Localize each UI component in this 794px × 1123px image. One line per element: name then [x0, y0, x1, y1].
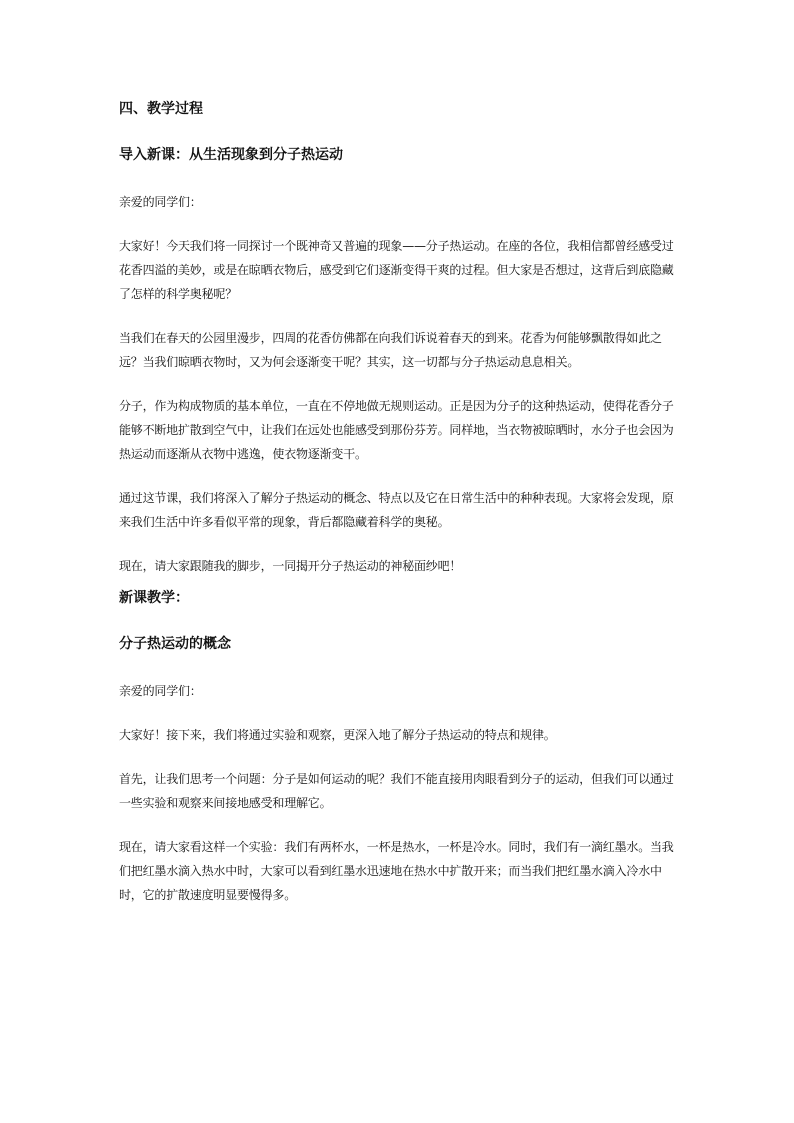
new-lesson-heading: 新课教学： — [119, 590, 189, 606]
concept-paragraph-3: 现在，请大家看这样一个实验：我们有两杯水，一杯是热水，一杯是冷水。同时，我们有一滴红墨水。当我们把红墨水滴入热水中时，大家可以看到红墨水迅速地在热水中扩散开来；而当我们把红墨水滴入冷水中时，它的扩散速度明显要慢得多。 — [119, 840, 674, 902]
section-title: 四、教学过程 — [119, 101, 203, 117]
concept-paragraph-1: 大家好！接下来，我们将通过实验和观察，更深入地了解分子热运动的特点和规律。 — [119, 728, 556, 742]
intro-paragraph-3: 分子，作为构成物质的基本单位，一直在不停地做无规则运动。正是因为分子的这种热运动，使得花香分子能够不断地扩散到空气中，让我们在远处也能感受到那份芬芳。同样地，当衣物被晾晒时，水分子也会因为热运动而逐渐从衣物中逃逸，使衣物逐渐变干。 — [119, 399, 674, 461]
concept-paragraph-2: 首先，让我们思考一个问题：分子是如何运动的呢？我们不能直接用肉眼看到分子的运动，但我们可以通过一些实验和观察来间接地感受和理解它。 — [119, 772, 674, 810]
intro-paragraph-5: 现在，请大家跟随我的脚步，一同揭开分子热运动的神秘面纱吧！ — [119, 559, 462, 573]
concept-heading: 分子热运动的概念 — [119, 636, 231, 652]
intro-paragraph-4: 通过这节课，我们将深入了解分子热运动的概念、特点以及它在日常生活中的种种表现。大家将会发现，原来我们生活中许多看似平常的现象，背后都隐藏着科学的奥秘。 — [119, 491, 674, 529]
intro-paragraph-1: 大家好！今天我们将一同探讨一个既神奇又普遍的现象——分子热运动。在座的各位，我相信都曾经感受过花香四溢的美妙，或是在晾晒衣物后，感受到它们逐渐变得干爽的过程。但大家是否想过，这背后到底隐藏了怎样的科学奥秘呢？ — [119, 239, 674, 301]
intro-heading: 导入新课：从生活现象到分子热运动 — [119, 147, 343, 163]
document-body — [119, 97, 679, 907]
intro-paragraph-2: 当我们在春天的公园里漫步，四周的花香仿佛都在向我们诉说着春天的到来。花香为何能够飘散得如此之远？当我们晾晒衣物时，又为何会逐渐变干呢？其实，这一切都与分子热运动息息相关。 — [119, 331, 662, 369]
concept-greeting: 亲爱的同学们： — [119, 684, 202, 698]
intro-greeting: 亲爱的同学们： — [119, 195, 202, 209]
